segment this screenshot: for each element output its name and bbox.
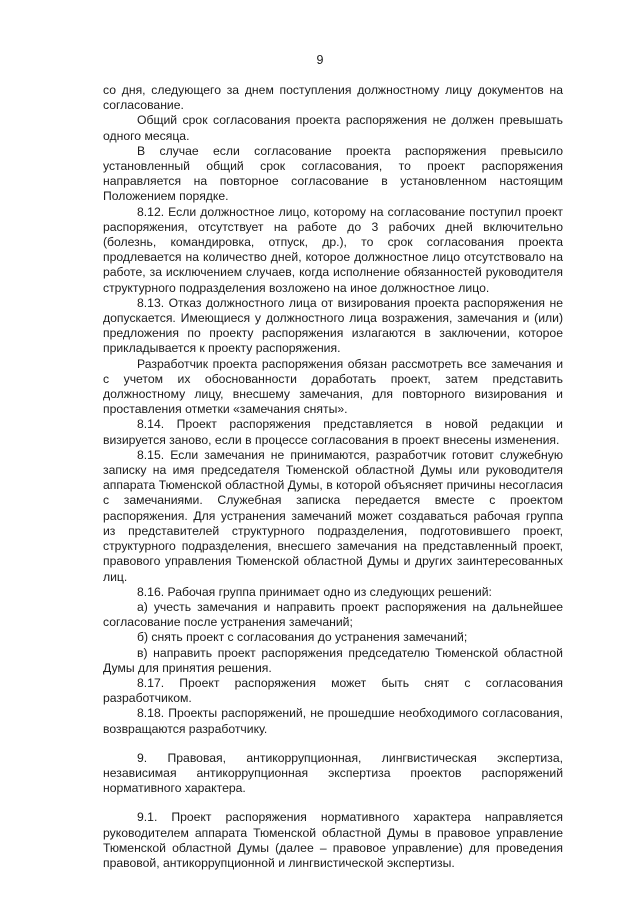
paragraph: б) снять проект с согласования до устранения замечаний; bbox=[137, 630, 468, 645]
paragraph: 8.18. Проекты распоряжений, не прошедшие необходимого согласования, возвращаются разработчику. bbox=[103, 706, 563, 736]
paragraph: 8.14. Проект распоряжения представляется в новой редакции и визируется заново, если в процессе согласования в проект внесены изменения. bbox=[103, 417, 563, 447]
paragraph: 8.17. Проект распоряжения может быть снят с согласования разработчиком. bbox=[103, 675, 563, 706]
paragraph: 9.1. Проект распоряжения нормативного характера направляется руководителем аппарата Тюменской областной Думы в правовое управление Тюменской областной Думы (далее – правовое управление) для проведения правовой, антикоррупционной и лингвистической экспертизы. bbox=[103, 810, 563, 870]
paragraph: 9. Правовая, антикоррупционная, лингвистическая экспертиза, независимая антикоррупционная экспертиза проектов распоряжений нормативного характера. bbox=[103, 750, 563, 796]
paragraph: в) направить проект распоряжения председателю Тюменской областной Думы для принятия решения. bbox=[103, 645, 563, 675]
paragraph: 8.13. Отказ должностного лица от визирования проекта распоряжения не допускается. Имеющиеся у должностного лица возражения, замечания и (или) предложения по проекту распоряжения излагаются в заключении, которое прикладывается к проекту распоряжения. bbox=[103, 295, 563, 356]
paragraph-gap bbox=[103, 737, 563, 751]
paragraph: а) учесть замечания и направить проект распоряжения на дальнейшее согласование после устранения замечаний; bbox=[103, 599, 563, 630]
paragraph: Разработчик проекта распоряжения обязан рассмотреть все замечания и с учетом их обоснованности доработать проект, затем представить должностному лицу, внесшему замечания, для повторного визирования и проставления отметки «замечания сняты». bbox=[103, 356, 563, 417]
paragraph-gap bbox=[103, 796, 563, 810]
document-body bbox=[103, 83, 563, 871]
paragraph: Общий срок согласования проекта распоряжения не должен превышать одного месяца. bbox=[103, 113, 563, 143]
paragraph: 8.16. Рабочая группа принимает одно из следующих решений: bbox=[137, 584, 492, 599]
paragraph: В случае если согласование проекта распоряжения превысило установленный общий срок согласования, то проект распоряжения направляется на повторное согласование в установленном настоящим Положением порядке. bbox=[103, 143, 563, 204]
page-number: 9 bbox=[316, 53, 324, 67]
paragraph: 8.15. Если замечания не принимаются, разработчик готовит служебную записку на имя председателя Тюменской областной Думы или руководителя аппарата Тюменской областной Думы, в которой объясняет причины несогласия с замечаниями. Служебная записка передается вместе с проектом распоряжения. Для устранения замечаний может создаваться рабочая группа из представителей структурного подразделения, подготовившего проект, структурного подразделения, внесшего замечания на представленный проект, правового управления Тюменской областной Думы и других заинтересованных лиц. bbox=[103, 447, 563, 584]
paragraph: со дня, следующего за днем поступления должностному лицу документов на согласование. bbox=[103, 83, 563, 113]
paragraph: 8.12. Если должностное лицо, которому на согласование поступил проект распоряжения, отсутствует на работе до 3 рабочих дней включительно (болезнь, командировка, отпуск, др.), то срок согласования проекта продлевается на количество дней, которое должностное лицо отсутствовало на работе, за исключением случаев, когда исполнение обязанностей руководителя структурного подразделения возложено на иное должностное лицо. bbox=[103, 204, 563, 295]
